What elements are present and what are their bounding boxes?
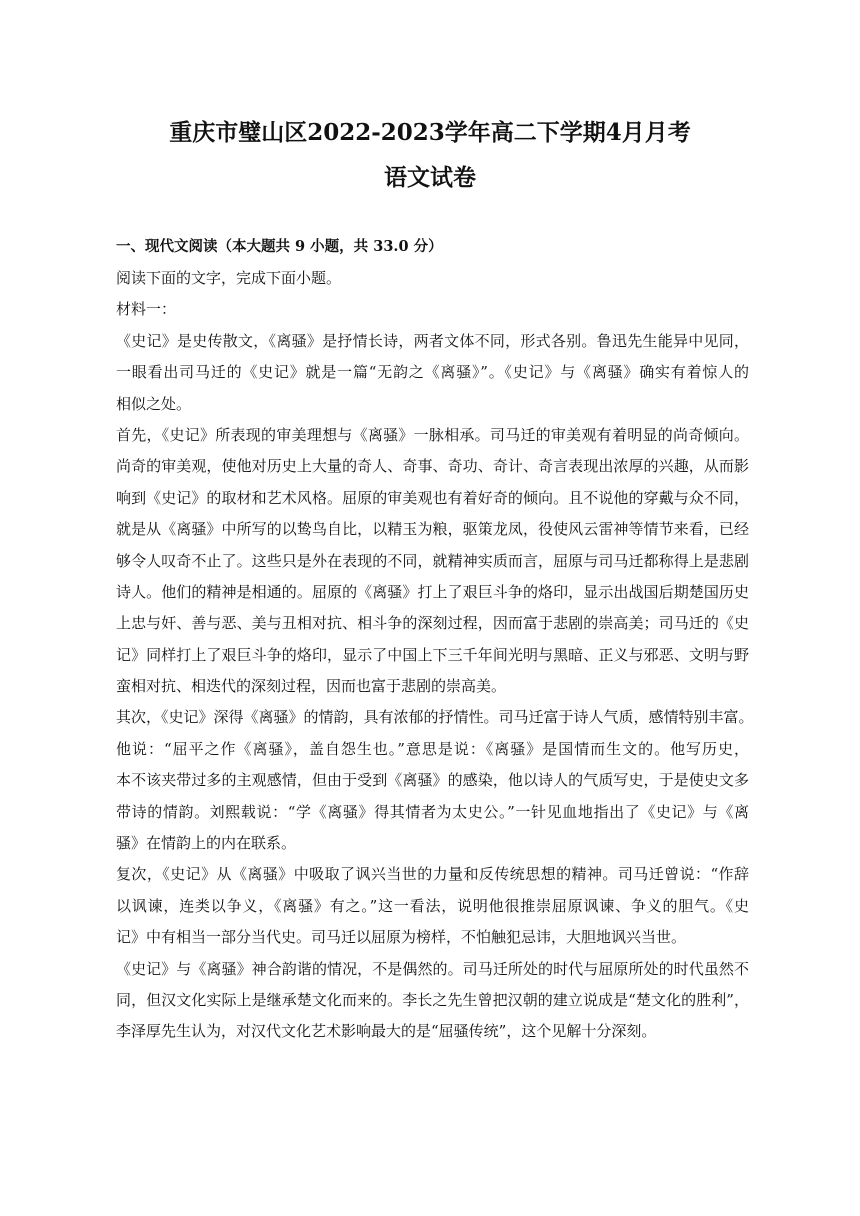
exam-subtitle: 语文试卷: [384, 164, 476, 191]
passage-line: 够令人叹奇不止了。这些只是外在表现的不同，就精神实质而言，屈原与司马迁都称得上是悲剧: [116, 551, 749, 570]
passage-line: 相似之处。: [116, 394, 192, 413]
passage-line: 一眼看出司马迁的《史记》就是一篇“无韵之《离骚》”。《史记》与《离骚》确实有着惊人的: [116, 363, 749, 382]
passage-line: 骚》在情韵上的内在联系。: [116, 834, 297, 853]
section-header: 一、现代文阅读（本大题共 9 小题，共 33.0 分）: [116, 238, 443, 255]
passage-line: 首先，《史记》所表现的审美理想与《离骚》一脉相承。司马迁的审美观有着明显的尚奇倾向。: [116, 425, 749, 444]
reading-passage: [116, 263, 754, 1048]
passage-line: 复次，《史记》从《离骚》中吸取了讽兴当世的力量和反传统思想的精神。司马迁曾说：“作辞: [116, 865, 749, 884]
passage-line: 蛮相对抗、相迭代的深刻过程，因而也富于悲剧的崇高美。: [116, 677, 507, 696]
passage-line: 尚奇的审美观，使他对历史上大量的奇人、奇事、奇功、奇计、奇言表现出浓厚的兴趣，从而影: [116, 457, 749, 476]
passage-line: 上忠与奸、善与恶、美与丑相对抗、相斗争的深刻过程，因而富于悲剧的崇高美；司马迁的《史: [116, 614, 749, 633]
passage-line: 李泽厚先生认为，对汉代文化艺术影响最大的是“屈骚传统”，这个见解十分深刻。: [116, 1022, 657, 1041]
passage-line: 《史记》与《离骚》神合韵谐的情况，不是偶然的。司马迁所处的时代与屈原所处的时代虽然不: [116, 959, 749, 978]
passage-line: 本不该夹带过多的主观感情，但由于受到《离骚》的感染，他以诗人的气质写史，于是使史文多: [116, 771, 749, 790]
passage-line: 带诗的情韵。刘熙载说：“学《离骚》得其情者为太史公。”一针见血地指出了《史记》与《离: [116, 802, 749, 821]
passage-line: 响到《史记》的取材和艺术风格。屈原的审美观也有着好奇的倾向。且不说他的穿戴与众不同，: [116, 488, 749, 507]
passage-line: 记》同样打上了艰巨斗争的烙印，显示了中国上下三千年间光明与黑暗、正义与邪恶、文明与野: [116, 645, 749, 664]
passage-line: 《史记》是史传散文，《离骚》是抒情长诗，两者文体不同，形式各别。鲁迅先生能异中见同，: [116, 331, 749, 350]
passage-line: 就是从《离骚》中所写的以鸷鸟自比，以精玉为粮，驱策龙凤，役使风云雷神等情节来看，已经: [116, 520, 749, 539]
passage-line: 以讽谏，连类以争义，《离骚》有之。”这一看法，说明他很推崇屈原讽谏、争义的胆气。《史: [116, 896, 749, 915]
instruction-line: 阅读下面的文字，完成下面小题。: [116, 269, 342, 287]
passage-line: 同，但汉文化实际上是继承楚文化而来的。李长之先生曾把汉朝的建立说成是“楚文化的胜利”，: [116, 990, 749, 1009]
passage-line: 记》中有相当一部分当代史。司马迁以屈原为榜样，不怕触犯忌讳，大胆地讽兴当世。: [116, 928, 687, 947]
passage-line: 诗人。他们的精神是相通的。屈原的《离骚》打上了艰巨斗争的烙印，显示出战国后期楚国历史: [116, 582, 749, 601]
passage-line: 他说：“屈平之作《离骚》，盖自怨生也。”意思是说：《离骚》是国情而生文的。他写历史，: [116, 739, 749, 758]
passage-line: 其次，《史记》深得《离骚》的情韵，具有浓郁的抒情性。司马迁富于诗人气质，感情特别丰富。: [116, 708, 754, 727]
exam-title: 重庆市璧山区2022-2023学年高二下学期4月月考: [169, 119, 691, 146]
material-label: 材料一：: [116, 300, 177, 319]
